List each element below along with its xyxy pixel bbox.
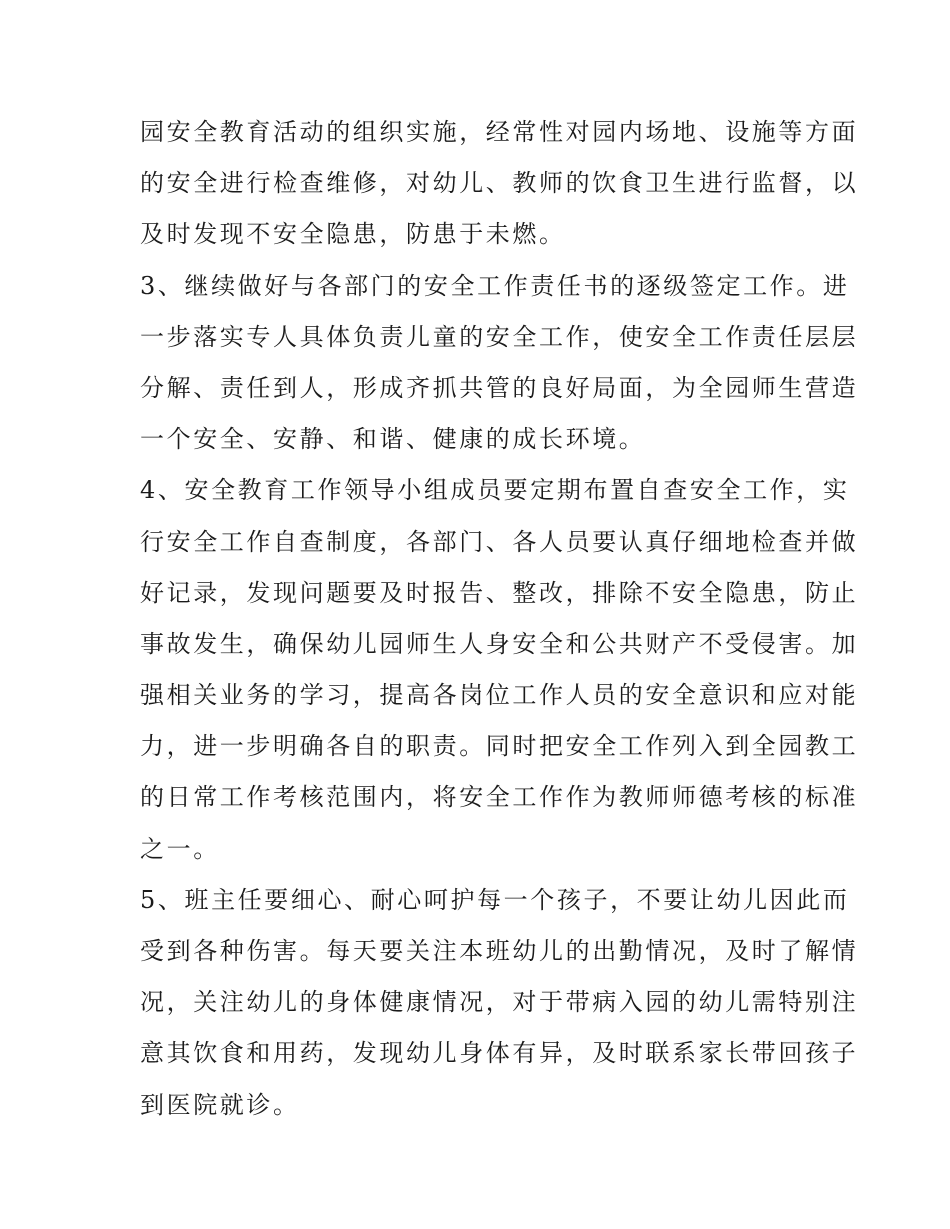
paragraph-4-line-5: 强相关业务的学习，提高各岗位工作人员的安全意识和应对能 [140,681,859,710]
paragraph-4-line-4: 事故发生，确保幼儿园师生人身安全和公共财产不受侵害。加 [140,629,859,658]
paragraph-5-line-5: 到医院就诊。 [140,1090,300,1119]
paragraph-4-line-3: 好记录，发现问题要及时报告、整改，排除不安全隐患，防止 [140,578,859,607]
paragraph-2-line-2: 的安全进行检查维修，对幼儿、教师的饮食卫生进行监督，以 [140,169,859,198]
paragraph-3-line-1: 3、继续做好与各部门的安全工作责任书的逐级签定工作。进 [140,271,850,300]
paragraph-5-line-3: 况，关注幼儿的身体健康情况，对于带病入园的幼儿需特别注 [140,988,859,1017]
paragraph-4-line-8: 之一。 [140,834,220,863]
paragraph-2-line-1: 园安全教育活动的组织实施，经常性对园内场地、设施等方面 [140,118,859,146]
paragraph-5-line-2: 受到各种伤害。每天要关注本班幼儿的出勤情况，及时了解情 [140,937,859,965]
paragraph-5-line-1: 5、班主任要细心、耐心呵护每一个孩子，不要让幼儿因此而 [140,885,850,914]
paragraph-4-line-7: 的日常工作考核范围内，将安全工作作为教师师德考核的标准 [140,783,859,812]
paragraph-3-line-4: 一个安全、安静、和谐、健康的成长环境。 [140,425,646,454]
paragraph-4-line-6: 力，进一步明确各自的职责。同时把安全工作列入到全园教工 [140,732,859,761]
paragraph-4-line-1: 4、安全教育工作领导小组成员要定期布置自查安全工作，实 [140,476,850,505]
paragraph-3-line-2: 一步落实专人具体负责儿童的安全工作，使安全工作责任层层 [140,322,859,351]
paragraph-4-line-2: 行安全工作自查制度，各部门、各人员要认真仔细地检查并做 [140,527,859,556]
paragraph-3-line-3: 分解、责任到人，形成齐抓共管的良好局面，为全园师生营造 [140,373,859,402]
paragraph-5-line-4: 意其饮食和用药，发现幼儿身体有异，及时联系家长带回孩子 [140,1039,859,1068]
document-page [140,107,859,1131]
paragraph-2-line-3: 及时发现不安全隐患，防患于未燃。 [140,220,566,249]
